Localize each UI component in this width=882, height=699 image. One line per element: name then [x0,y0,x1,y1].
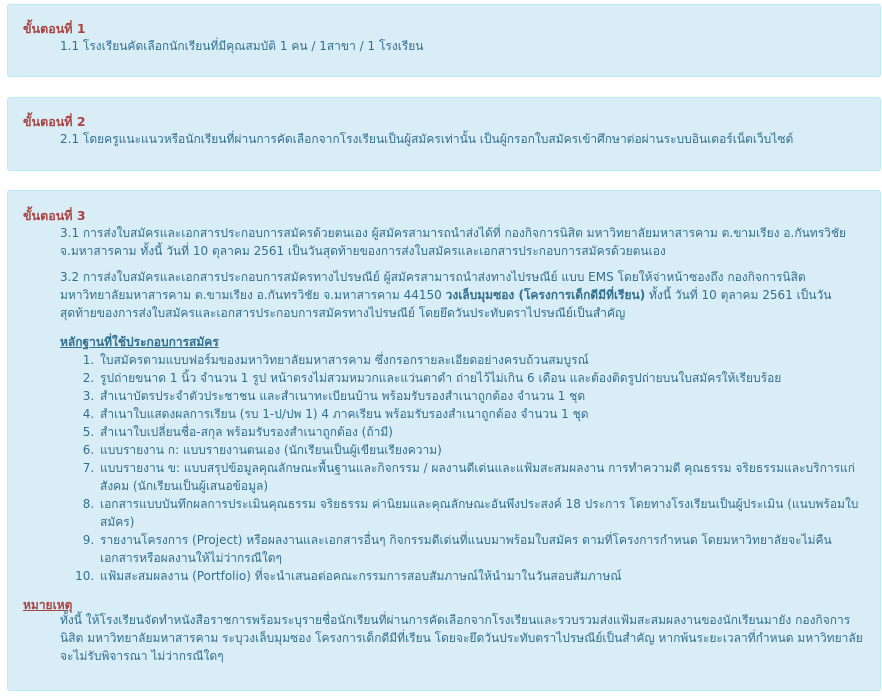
paragraph-2-text-start: 3.2 การส่งใบสมัครและเอกสารประกอบการสมัครทางไปรษณีย์ ผู้สมัครสามารถนำส่งทางไปรษณีย์ แบบ EMS โดยให้จ่าหน้าซองถึง กองกิจการนิสิต มหาวิทยาลัยมหาสารคาม ต.ขามเรียง อ.กันทรวิชัย จ.มหาสารคาม 44150 [60,270,806,302]
step-2-text: 2.1 โดยครูแนะแนวหรือนักเรียนที่ผ่านการคัดเลือกจากโรงเรียนเป็นผู้สมัครเท่านั้น เป็นผู้กรอกใบสมัครเข้าศึกษาต่อผ่านระบบอินเตอร์เน็ตเว็บไซต์ [60,132,794,146]
list-item: 4. สำเนาใบแสดงผลการเรียน (รบ 1-ป/ปพ 1) 4 ภาคเรียน พร้อมรับรองสำเนาถูกต้อง จำนวน 1 ชุด [98,405,868,423]
requirements-list [60,351,868,585]
list-item: 5. สำเนาใบเปลี่ยนชื่อ-สกุล พร้อมรับรองสำเนาถูกต้อง (ถ้ามี) [98,423,868,441]
paragraph-2-text-end: ทั้งนี้ วันที่ 10 ตุลาคม 2561 เป็นวันสุดท้ายของการส่งใบสมัครและเอกสารประกอบการสมัครทางไปรษณีย์ โดยยึดวันประทับตราไปรษณีย์เป็นสำคัญ [60,288,832,320]
step-3-paragraph-2 [60,268,868,322]
note-title: หมายเหตุ [23,598,73,612]
step-2-panel [7,97,881,171]
list-item: 9. รายงานโครงการ (Project) หรือผลงานและเอกสารอื่นๆ กิจกรรมดีเด่นที่แนบมาพร้อมใบสมัคร ตามที่โครงการกำหนด โดยมหาวิทยาลัยจะไม่คืนเอกสารหรือผลงานให้ไม่ว่ากรณีใดๆ [98,531,868,567]
step-2-title: ขั้นตอนที่ 2 [23,114,86,129]
step-3-paragraph-1: 3.1 การส่งใบสมัครและเอกสารประกอบการสมัครด้วยตนเอง ผู้สมัครสามารถนำส่งได้ที่ กองกิจการนิสิต มหาวิทยาลัยมหาสารคาม ต.ขามเรียง อ.กันทรวิชัย จ.มหาสารคาม ทั้งนี้ วันที่ 10 ตุลาคม 2561 เป็นวันสุดท้ายของการส่งใบสมัครและเอกสารประกอบการสมัครด้วยตนเอง [60,226,847,258]
list-item: 10. แฟ้มสะสมผลงาน (Portfolio) ที่จะนำเสนอต่อคณะกรรมการสอบสัมภาษณ์ให้นำมาในวันสอบสัมภาษณ์ [98,567,868,585]
note-text: ทั้งนี้ ให้โรงเรียนจัดทำหนังสือราชการพร้อมระบุรายชื่อนักเรียนที่ผ่านการคัดเลือกจากโรงเรียนและรวบรวมส่งแฟ้มสะสมผลงานของนักเรียนมายัง กองกิจการนิสิต มหาวิทยาลัยมหาสารคาม ระบุวงเล็บมุมซอง โครงการเด็กดีมีที่เรียน โดยจะยึดวันประทับตราไปรษณีย์เป็นสำคัญ หากพ้นระยะเวลาที่กำหนด มหาวิทยาลัยจะไม่รับพิจารณา ไม่ว่ากรณีใดๆ [60,613,863,663]
step-1-panel [7,4,881,77]
step-3-panel [7,190,881,691]
list-item: 6. แบบรายงาน ก: แบบรายงานตนเอง (นักเรียนเป็นผู้เขียนเรียงความ) [98,441,868,459]
list-item: 1. ใบสมัครตามแบบฟอร์มของมหาวิทยาลัยมหาสารคาม ซึ่งกรอกรายละเอียดอย่างครบถ้วนสมบูรณ์ [98,351,868,369]
step-3-title: ขั้นตอนที่ 3 [23,208,86,223]
step-1-title: ขั้นตอนที่ 1 [23,21,86,36]
list-item: 2. รูปถ่ายขนาด 1 นิ้ว จำนวน 1 รูป หน้าตรงไม่สวมหมวกและแว่นตาดำ ถ่ายไว้ไม่เกิน 6 เดือน และต้องติดรูปถ่ายบนใบสมัครให้เรียบร้อย [98,369,868,387]
list-item: 3. สำเนาบัตรประจำตัวประชาชน และสำเนาทะเบียนบ้าน พร้อมรับรองสำเนาถูกต้อง จำนวน 1 ชุด [98,387,868,405]
list-item: 8. เอกสารแบบบันทึกผลการประเมินคุณธรรม จริยธรรม ค่านิยมและคุณลักษณะอันพึงประสงค์ 18 ประการ โดยทางโรงเรียนเป็นผู้ประเมิน (แนบพร้อมใบสมัคร) [98,495,868,531]
envelope-label-highlight: วงเล็บมุมซอง (โครงการเด็กดีมีที่เรียน) [445,288,646,302]
list-item: 7. แบบรายงาน ข: แบบสรุปข้อมูลคุณลักษณะพื้นฐานและกิจกรรม / ผลงานดีเด่นและแฟ้มสะสมผลงาน การทำความดี คุณธรรม จริยธรรมและบริการแก่สังคม (นักเรียนเป็นผู้เสนอข้อมูล) [98,459,868,495]
step-1-text: 1.1 โรงเรียนคัดเลือกนักเรียนที่มีคุณสมบัติ 1 คน / 1สาขา / 1 โรงเรียน [60,39,424,53]
requirements-heading: หลักฐานที่ใช้ประกอบการสมัคร [60,335,219,349]
